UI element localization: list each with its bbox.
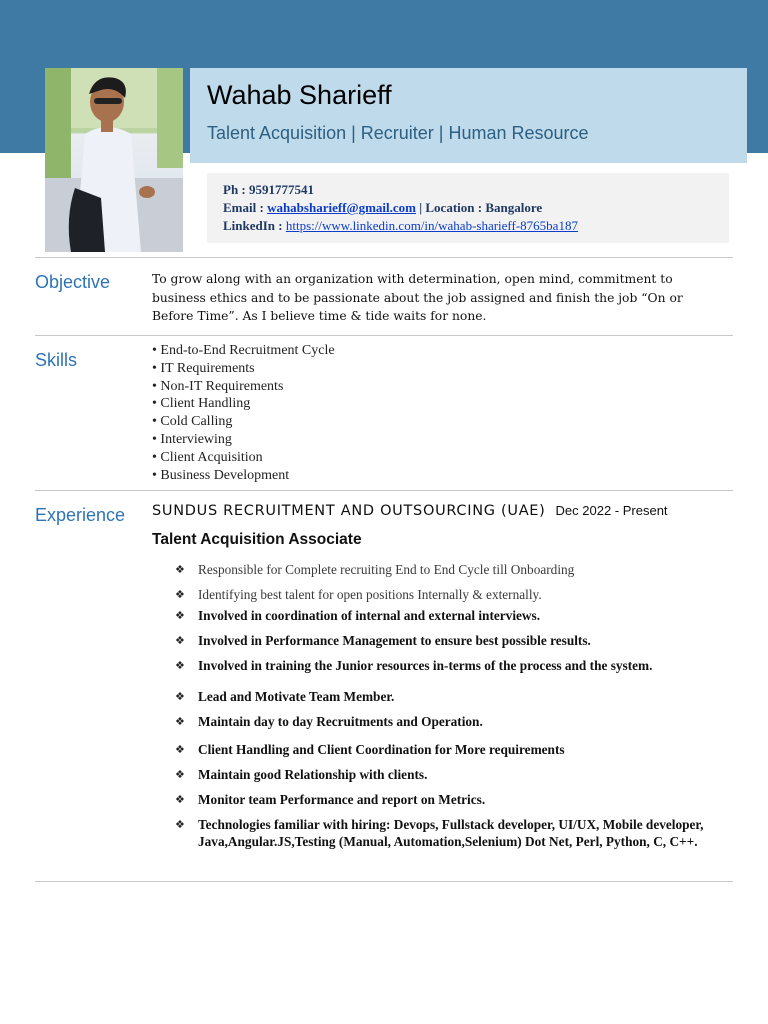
email-line — [223, 199, 729, 217]
candidate-name: Wahab Sharieff — [207, 80, 392, 110]
skill-item: • Interviewing — [152, 431, 232, 447]
linkedin-link[interactable]: https://www.linkedin.com/in/wahab-sharieff-8765ba187 — [285, 218, 578, 233]
skill-item: • Non-IT Requirements — [152, 378, 284, 394]
diamond-bullet-icon: ❖ — [175, 768, 185, 781]
responsibility-item: ❖ Technologies familiar with hiring: Devops, Fullstack developer, UI/UX, Mobile developer, Java,Angular.JS,Testing (Manual, Automation,Selenium) Dot Net, Perl, Python, C, C++. — [175, 817, 704, 849]
experience-heading: Experience — [35, 505, 126, 525]
email-link[interactable]: wahabsharieff@gmail.com — [267, 200, 417, 215]
diamond-bullet-icon: ❖ — [175, 690, 185, 703]
skill-item: • Business Development — [152, 467, 290, 483]
responsibility-item: ❖ Involved in Performance Management to ensure best possible results. — [175, 633, 591, 648]
phone-value: 9591777541 — [249, 182, 314, 197]
responsibility-item: ❖ Responsible for Complete recruiting End to End Cycle till Onboarding — [175, 562, 575, 577]
phone-line — [223, 181, 729, 199]
location-value: Bangalore — [485, 200, 543, 215]
location-label: | Location : — [416, 200, 486, 215]
objective-heading: Objective — [35, 272, 111, 292]
diamond-bullet-icon: ❖ — [175, 818, 185, 831]
skills-heading: Skills — [35, 350, 78, 370]
skill-item: • End-to-End Recruitment Cycle — [152, 343, 335, 358]
diamond-bullet-icon: ❖ — [175, 793, 185, 806]
contact-info — [207, 173, 729, 243]
linkedin-label: LinkedIn : — [223, 218, 286, 233]
divider — [35, 335, 733, 336]
phone-label: Ph : — [223, 182, 249, 197]
diamond-bullet-icon: ❖ — [175, 634, 185, 647]
candidate-tagline: Talent Acquisition | Recruiter | Human Resource — [207, 123, 589, 143]
responsibility-item: ❖ Involved in training the Junior resources in-terms of the process and the system. — [175, 658, 653, 673]
diamond-bullet-icon: ❖ — [175, 659, 185, 672]
responsibility-item: ❖ Identifying best talent for open positions Internally & externally. — [175, 587, 542, 602]
company-title: SUNDUS RECRUITMENT AND OUTSOURCING (UAE) — [152, 503, 546, 519]
diamond-bullet-icon: ❖ — [175, 715, 185, 728]
diamond-bullet-icon: ❖ — [175, 588, 185, 601]
linkedin-line — [223, 217, 729, 235]
responsibility-item: ❖ Lead and Motivate Team Member. — [175, 689, 395, 704]
employment-dates: Dec 2022 - Present — [555, 503, 668, 518]
objective-text: To grow along with an organization with determination, open mind, commitment to business ethics and to be passionate about the job assigned and finish the job “On or Before Time”. As I believe time & tide waits for none. — [152, 272, 683, 323]
divider — [35, 257, 733, 258]
skill-item: • Client Acquisition — [152, 449, 263, 465]
profile-photo — [45, 68, 183, 252]
skill-item: • Client Handling — [152, 396, 251, 412]
email-label: Email : — [223, 200, 268, 215]
skill-item: • IT Requirements — [152, 360, 255, 376]
responsibility-item: ❖ Involved in coordination of internal and external interviews. — [175, 608, 541, 623]
divider — [35, 490, 733, 491]
diamond-bullet-icon: ❖ — [175, 743, 185, 756]
company-name — [152, 503, 668, 519]
responsibility-item: ❖ Monitor team Performance and report on Metrics. — [175, 792, 486, 807]
skills-list — [152, 342, 335, 484]
job-title: Talent Acquisition Associate — [152, 531, 362, 548]
responsibility-item: ❖ Maintain good Relationship with clients. — [175, 767, 428, 782]
responsibility-item: ❖ Maintain day to day Recruitments and Operation. — [175, 714, 483, 729]
divider — [35, 881, 733, 882]
skill-item: • Cold Calling — [152, 414, 233, 430]
name-banner — [190, 68, 747, 163]
diamond-bullet-icon: ❖ — [175, 563, 185, 576]
diamond-bullet-icon: ❖ — [175, 609, 185, 622]
responsibility-item: ❖ Client Handling and Client Coordination for More requirements — [175, 742, 565, 757]
